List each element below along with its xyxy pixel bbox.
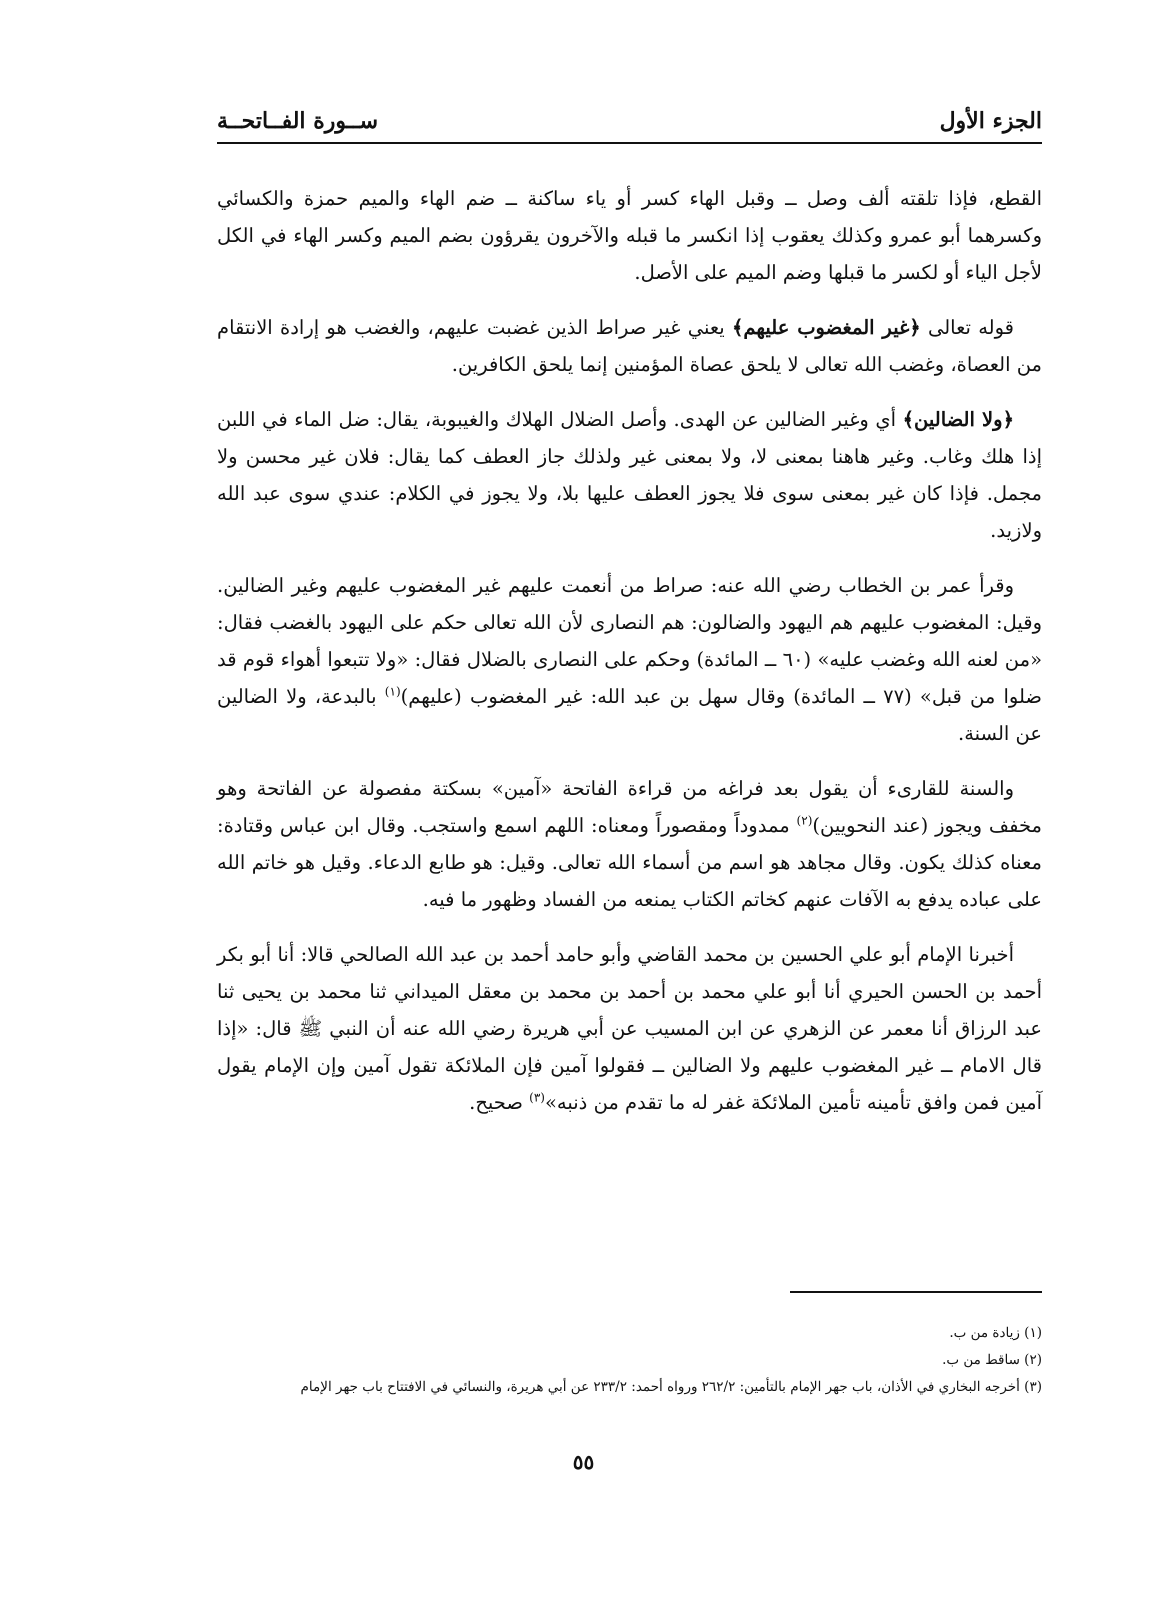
running-header bbox=[217, 100, 1042, 134]
footnote-ref: (٢) bbox=[796, 813, 813, 828]
quranic-phrase: ﴿ولا الضالين﴾ bbox=[902, 408, 1014, 431]
footnote-3: (٣) أخرجه البخاري في الأذان، باب جهر الإمام بالتأمين: ٢٦٢/٢ ورواه أحمد: ٢٣٣/٢ عن أبي هريرة، والنسائي في الافتتاح باب جهر الإمام bbox=[300, 1379, 1042, 1395]
surah-title: ســورة الفــاتحــة bbox=[217, 108, 379, 134]
footnote-ref: (١) bbox=[384, 684, 401, 699]
quranic-phrase: ﴿غير المغضوب عليهم﴾ bbox=[731, 316, 921, 339]
paragraph-5: والسنة للقارىء أن يقول بعد فراغه من قراءة الفاتحة «آمين» بسكتة مفصولة عن الفاتحة وهو مخفف ويجوز (عند النحويين)$^{(٢)}$ ممدوداً ومقصوراً ومعناه: اللهم اسمع واستجب. وقال ابن عباس وقتادة: معناه كذلك يكون. وقال مجاهد هو اسم من أسماء الله تعالى. وقيل: هو طابع الدعاء. وقيل هو خاتم الله على عباده يدفع به الآفات عنهم كخاتم الكتاب يمنعه من الفساد وظهور ما فيه. bbox=[217, 777, 1042, 911]
footnote-1: (١) زيادة من ب. bbox=[949, 1325, 1042, 1341]
paragraph-1: القطع، فإذا تلقته ألف وصل ــ وقبل الهاء كسر أو ياء ساكنة ــ ضم الهاء والميم حمزة والكسائي وكسرهما أبو عمرو وكذلك يعقوب إذا انكسر ما قبله والآخرون يقرؤون بضم الميم وكسر الهاء في الكل لأجل الياء أو لكسر ما قبلها وضم الميم على الأصل. bbox=[217, 187, 1042, 284]
footnote-ref: (٣) bbox=[529, 1090, 545, 1105]
footnote-divider bbox=[790, 1291, 1042, 1293]
page-number: ٥٥ bbox=[572, 1450, 595, 1474]
paragraph-2: قوله تعالى ﴿غير المغضوب عليهم﴾ يعني غير صراط الذين غضبت عليهم، والغضب هو إرادة الانتقام من العصاة، وغضب الله تعالى لا يلحق عصاة المؤمنين إنما يلحق الكافرين. bbox=[217, 316, 1042, 376]
footnotes bbox=[217, 1320, 1042, 1401]
footnote-2: (٢) ساقط من ب. bbox=[942, 1352, 1042, 1368]
header-divider bbox=[217, 142, 1042, 144]
main-text bbox=[217, 180, 1042, 1139]
paragraph-4: وقرأ عمر بن الخطاب رضي الله عنه: صراط من أنعمت عليهم غير المغضوب عليهم وغير الضالين. وقيل: المغضوب عليهم هم اليهود والضالون: هم النصارى لأن الله تعالى حكم على اليهود بالغضب فقال: «من لعنه الله وغضب عليه» (٦٠ ــ المائدة) وحكم على النصارى بالضلال فقال: «ولا تتبعوا أهواء قوم قد ضلوا من قبل» (٧٧ ــ المائدة) وقال سهل بن عبد الله: غير المغضوب (عليهم)$^{(١)}$ بالبدعة، ولا الضالين عن السنة. bbox=[217, 574, 1042, 745]
volume-title: الجزء الأول bbox=[939, 108, 1042, 134]
paragraph-3: ﴿ولا الضالين﴾ أي وغير الضالين عن الهدى. وأصل الضلال الهلاك والغيبوبة، يقال: ضل الماء في اللبن إذا هلك وغاب. وغير هاهنا بمعنى لا، ولا بمعنى غير ولذلك جاز العطف كما يقال: فلان غير محسن ولا مجمل. فإذا كان غير بمعنى سوى فلا يجوز العطف عليها بلا، ولا يجوز في الكلام: عندي سوى عبد الله ولازيد. bbox=[217, 408, 1042, 542]
paragraph-6: أخبرنا الإمام أبو علي الحسين بن محمد القاضي وأبو حامد أحمد بن عبد الله الصالحي قالا: أنا أبو بكر أحمد بن الحسن الحيري أنا أبو علي محمد بن أحمد بن محمد بن معقل الميداني ثنا محمد بن يحيى ثنا عبد الرزاق أنا معمر عن الزهري عن ابن المسيب عن أبي هريرة رضي الله عنه أن النبي ﷺ قال: «إذا قال الامام ــ غير المغضوب عليهم ولا الضالين ــ فقولوا آمين فإن الملائكة تقول آمين وإن الإمام يقول آمين فمن وافق تأمينه تأمين الملائكة غفر له ما تقدم من ذنبه»$^{(٣)}$ صحيح. bbox=[217, 943, 1042, 1114]
